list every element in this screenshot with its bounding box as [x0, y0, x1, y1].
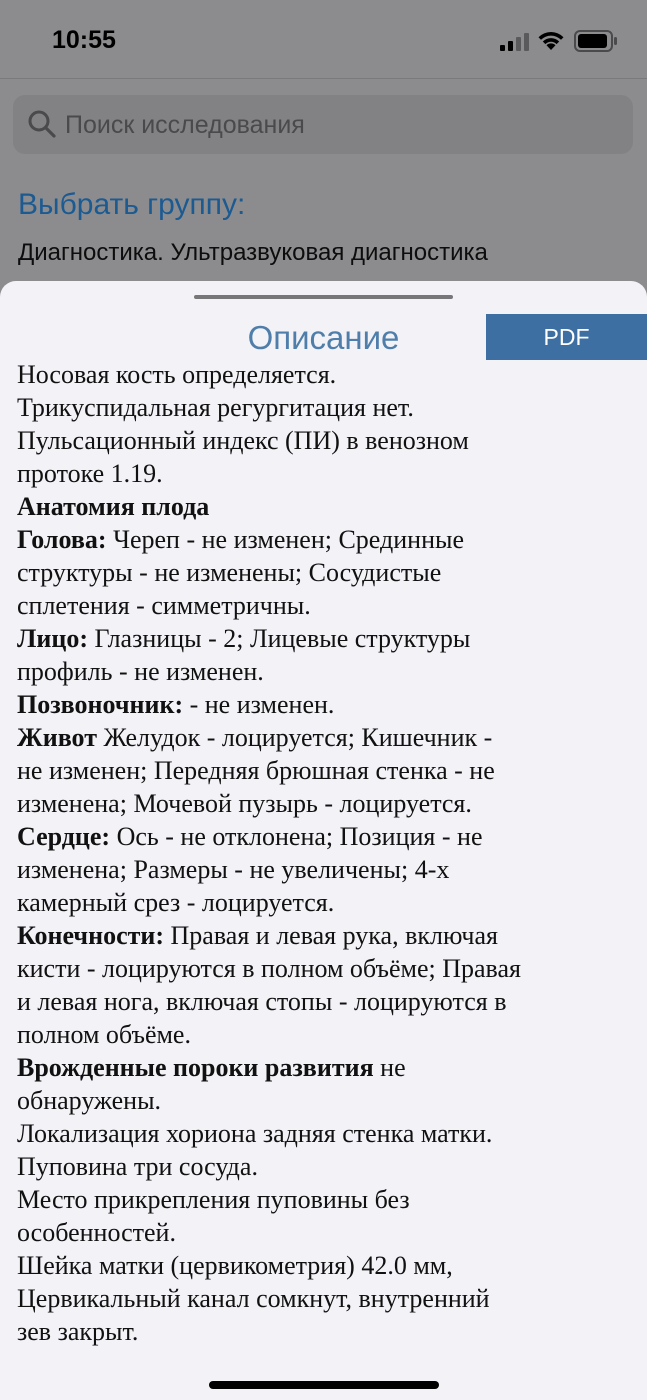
text-line: не изменен; Передняя брюшная стенка - не	[17, 756, 495, 785]
text-line: Пульсационный индекс (ПИ) в венозном	[17, 426, 469, 455]
face-label: Лицо:	[17, 624, 88, 653]
heart-text: Ось - не отклонена; Позиция - не	[110, 822, 483, 851]
text-line: изменена; Размеры - не увеличены; 4-х	[17, 855, 450, 884]
text-line: Локализация хориона задняя стенка матки.	[17, 1119, 493, 1148]
text-line: Место прикрепления пуповины без	[17, 1185, 410, 1214]
search-placeholder: Поиск исследования	[65, 111, 305, 139]
text-line: Трикуспидальная регургитация нет.	[17, 393, 414, 422]
head-label: Голова:	[17, 525, 107, 554]
status-bar	[0, 0, 647, 80]
search-icon	[27, 109, 57, 139]
defects-label: Врожденные пороки развития	[17, 1053, 374, 1082]
defects-text: не	[373, 1053, 406, 1082]
heart-label: Сердце:	[17, 822, 111, 851]
text-line: камерный срез - лоцируется.	[17, 888, 335, 917]
text-line: кисти - лоцируются в полном объёме; Правая	[17, 954, 521, 983]
spine-label: Позвоночник:	[17, 690, 184, 719]
selected-group-value[interactable]: Диагностика. Ультразвуковая диагностика	[18, 239, 488, 266]
limbs-text: Правая и левая рука, включая	[164, 921, 498, 950]
text-line: Шейка матки (цервикометрия) 42.0 мм,	[17, 1251, 453, 1280]
sheet-title: Описание	[247, 319, 400, 356]
text-line	[17, 919, 617, 952]
anatomy-heading-label: Анатомия плода	[17, 492, 210, 521]
select-group-link[interactable]: Выбрать группу:	[18, 188, 246, 221]
pdf-button[interactable]: PDF	[486, 314, 647, 360]
text-line	[17, 820, 617, 853]
text-line: Пуповина три сосуда.	[17, 1152, 258, 1181]
face-text: Глазницы - 2; Лицевые структуры	[88, 624, 471, 653]
text-line: профиль - не изменен.	[17, 657, 264, 686]
text-line: Носовая кость определяется.	[17, 360, 337, 389]
text-line: изменена; Мочевой пузырь - лоцируется.	[17, 789, 472, 818]
text-line	[17, 688, 617, 721]
description-sheet	[0, 281, 647, 1400]
text-line	[17, 721, 617, 754]
spine-text: - не изменен.	[183, 690, 335, 719]
anatomy-heading	[17, 490, 617, 523]
text-line: протоке 1.19.	[17, 459, 163, 488]
text-line	[17, 1051, 617, 1084]
limbs-label: Конечности:	[17, 921, 165, 950]
cellular-signal-icon	[500, 33, 530, 51]
text-line: структуры - не изменены; Сосудистые	[17, 558, 442, 587]
description-text	[17, 358, 617, 1348]
text-line: зев закрыт.	[17, 1317, 139, 1346]
text-line: сплетения - симметричны.	[17, 591, 311, 620]
text-line: Цервикальный канал сомкнут, внутренний	[17, 1284, 490, 1313]
text-line: обнаружены.	[17, 1086, 162, 1115]
text-line	[17, 622, 617, 655]
header-divider	[0, 78, 647, 79]
status-time: 10:55	[52, 26, 116, 54]
text-line: и левая нога, включая стопы - лоцируются в	[17, 987, 507, 1016]
wifi-icon	[537, 29, 565, 51]
abdomen-label: Живот	[17, 723, 97, 752]
battery-icon	[574, 30, 618, 52]
sheet-grabber[interactable]	[194, 295, 453, 299]
text-line	[17, 523, 617, 556]
head-text: Череп - не изменен; Срединные	[106, 525, 464, 554]
abdomen-text: Желудок - лоцируется; Кишечник -	[96, 723, 493, 752]
search-input[interactable]	[13, 95, 633, 154]
home-indicator[interactable]	[209, 1381, 439, 1389]
text-line: особенностей.	[17, 1218, 176, 1247]
text-line: полном объёме.	[17, 1020, 191, 1049]
